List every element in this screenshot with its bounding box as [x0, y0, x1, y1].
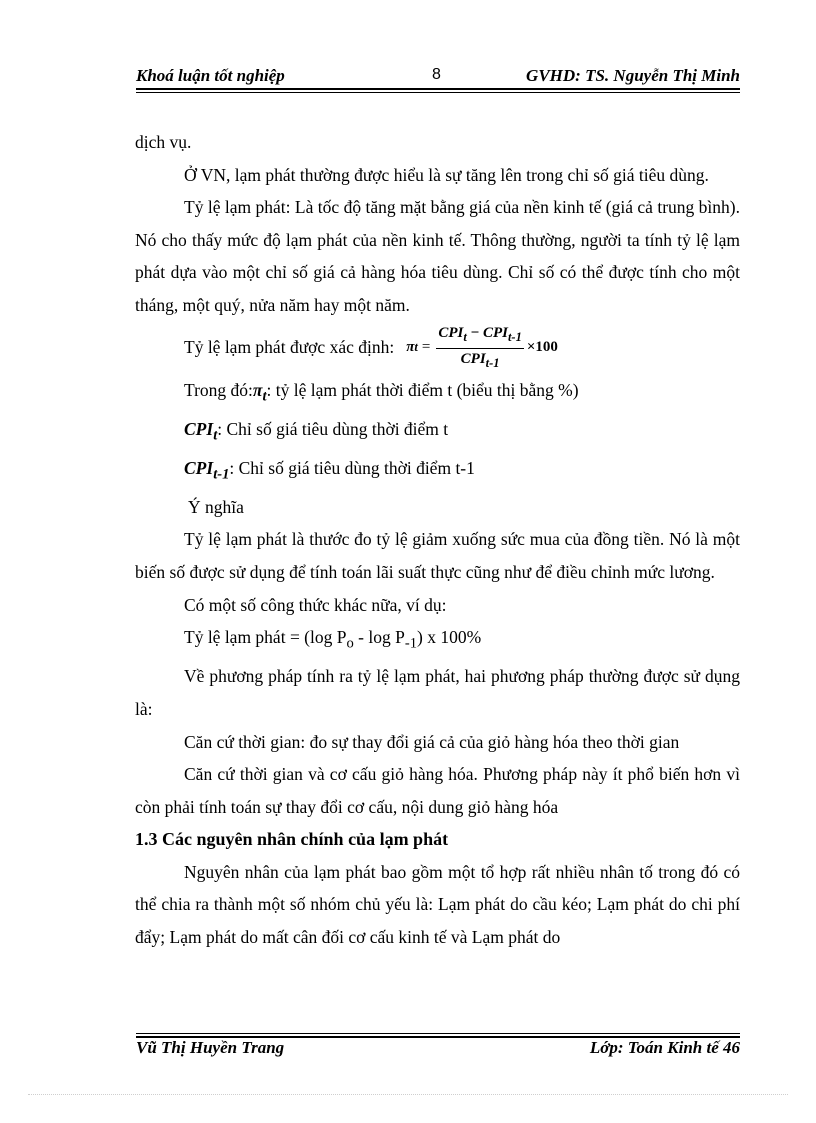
cpi-t1-text: : Chỉ số giá tiêu dùng thời điểm t-1: [229, 457, 475, 478]
symbol-sub: t: [262, 388, 267, 405]
paragraph: Căn cứ thời gian và cơ cấu giỏ hàng hóa. Phương pháp này ít phổ biến hơn vì còn phải tính toán sự thay đổi cơ cấu, nội dung giỏ hàng hóa: [135, 764, 740, 817]
formula-intro: Tỷ lệ lạm phát được xác định:: [184, 337, 395, 358]
formula-pi: π: [406, 339, 415, 356]
symbol-cpi: CPI: [184, 418, 214, 439]
where-text: : tỷ lệ lạm phát thời điểm t (biểu thị bằng %): [266, 379, 579, 400]
symbol-pi: π: [252, 379, 263, 400]
alt-formula-sub: -1: [404, 635, 417, 652]
formula-equals: =: [421, 339, 431, 356]
footer-rule-thin: [136, 1033, 740, 1034]
cpi-t1-line: [135, 452, 740, 491]
page-number: 8: [432, 66, 441, 83]
page-edge: [28, 1094, 788, 1095]
page-body: [135, 126, 740, 954]
cpi-t-text: : Chỉ số giá tiêu dùng thời điểm t: [217, 418, 449, 439]
page-header: [136, 64, 740, 90]
formula-cpi: CPI: [482, 324, 508, 341]
alt-formula-sub: o: [346, 635, 354, 652]
formula-numerator: [436, 323, 523, 349]
where-line: [135, 374, 740, 413]
section-heading: 1.3 Các nguyên nhân chính của lạm phát: [135, 829, 449, 850]
formula-sub: t-1: [485, 355, 500, 370]
paragraph: Tỷ lệ lạm phát là thước đo tỷ lệ giảm xuống sức mua của đồng tiền. Nó là một biến số được sử dụng để tính toán lãi suất thực cũng như để điều chỉnh mức lương.: [135, 529, 740, 583]
alt-formula-part: - log P: [353, 627, 405, 648]
supervisor: GVHD: TS. Nguyễn Thị Minh: [526, 66, 740, 85]
formula-denominator: [461, 349, 500, 373]
alt-formula-part: ) x 100%: [417, 627, 482, 648]
where-label: Trong đó:: [184, 379, 253, 400]
symbol-sub: t: [213, 427, 218, 444]
paragraph: Có một số công thức khác nữa, ví dụ:: [184, 594, 447, 615]
alt-formula: [135, 621, 740, 660]
inflation-formula: [406, 323, 558, 373]
formula-multiplier: ×100: [526, 339, 558, 356]
cpi-t-line: [135, 413, 740, 452]
formula-cpi: CPI: [460, 350, 486, 367]
formula-sub: t: [463, 329, 467, 344]
author: Vũ Thị Huyền Trang: [136, 1038, 285, 1057]
formula-cpi: CPI: [438, 324, 464, 341]
header-rule-thin: [136, 92, 740, 93]
formula-sub: t-1: [507, 329, 522, 344]
meaning-label: Ý nghĩa: [188, 496, 244, 517]
formula-pi-sub: t: [414, 340, 418, 355]
symbol-sub: t-1: [213, 466, 230, 483]
paragraph: Căn cứ thời gian: đo sự thay đổi giá cả của giỏ hàng hóa theo thời gian: [184, 731, 680, 752]
paragraph: Tỷ lệ lạm phát: Là tốc độ tăng mặt bằng giá của nền kinh tế (giá cả trung bình). Nó cho thấy mức độ lạm phát của nền kinh tế. Thông thường, người ta tính tỷ lệ lạm phát dựa vào một chỉ số giá cả hàng hóa tiêu dùng. Chỉ số có thể được tính cho một tháng, một quý, nửa năm hay một năm.: [135, 197, 740, 315]
paragraph: Nguyên nhân của lạm phát bao gồm một tổ hợp rất nhiều nhân tố trong đó có thể chia ra thành một số nhóm chủ yếu là: Lạm phát do cầu kéo; Lạm phát do chi phí đẩy; Lạm phát do mất cân đối cơ cấu kinh tế và Lạm phát do: [135, 861, 740, 948]
class-label: Lớp: Toán Kinh tế 46: [589, 1038, 740, 1057]
paragraph: dịch vụ.: [135, 132, 192, 152]
formula-fraction: [436, 323, 523, 373]
formula-minus: −: [470, 324, 480, 341]
paragraph: Về phương pháp tính ra tỷ lệ lạm phát, hai phương pháp thường được sử dụng là:: [135, 666, 740, 719]
thesis-title: Khoá luận tốt nghiệp: [136, 66, 285, 85]
paragraph: Ở VN, lạm phát thường được hiểu là sự tăng lên trong chỉ số giá tiêu dùng.: [184, 164, 709, 185]
inflation-formula-row: [135, 322, 740, 374]
page-footer: [136, 1038, 740, 1062]
symbol-cpi: CPI: [184, 457, 214, 478]
alt-formula-part: Tỷ lệ lạm phát = (log P: [184, 627, 347, 648]
header-rule: [136, 88, 740, 90]
